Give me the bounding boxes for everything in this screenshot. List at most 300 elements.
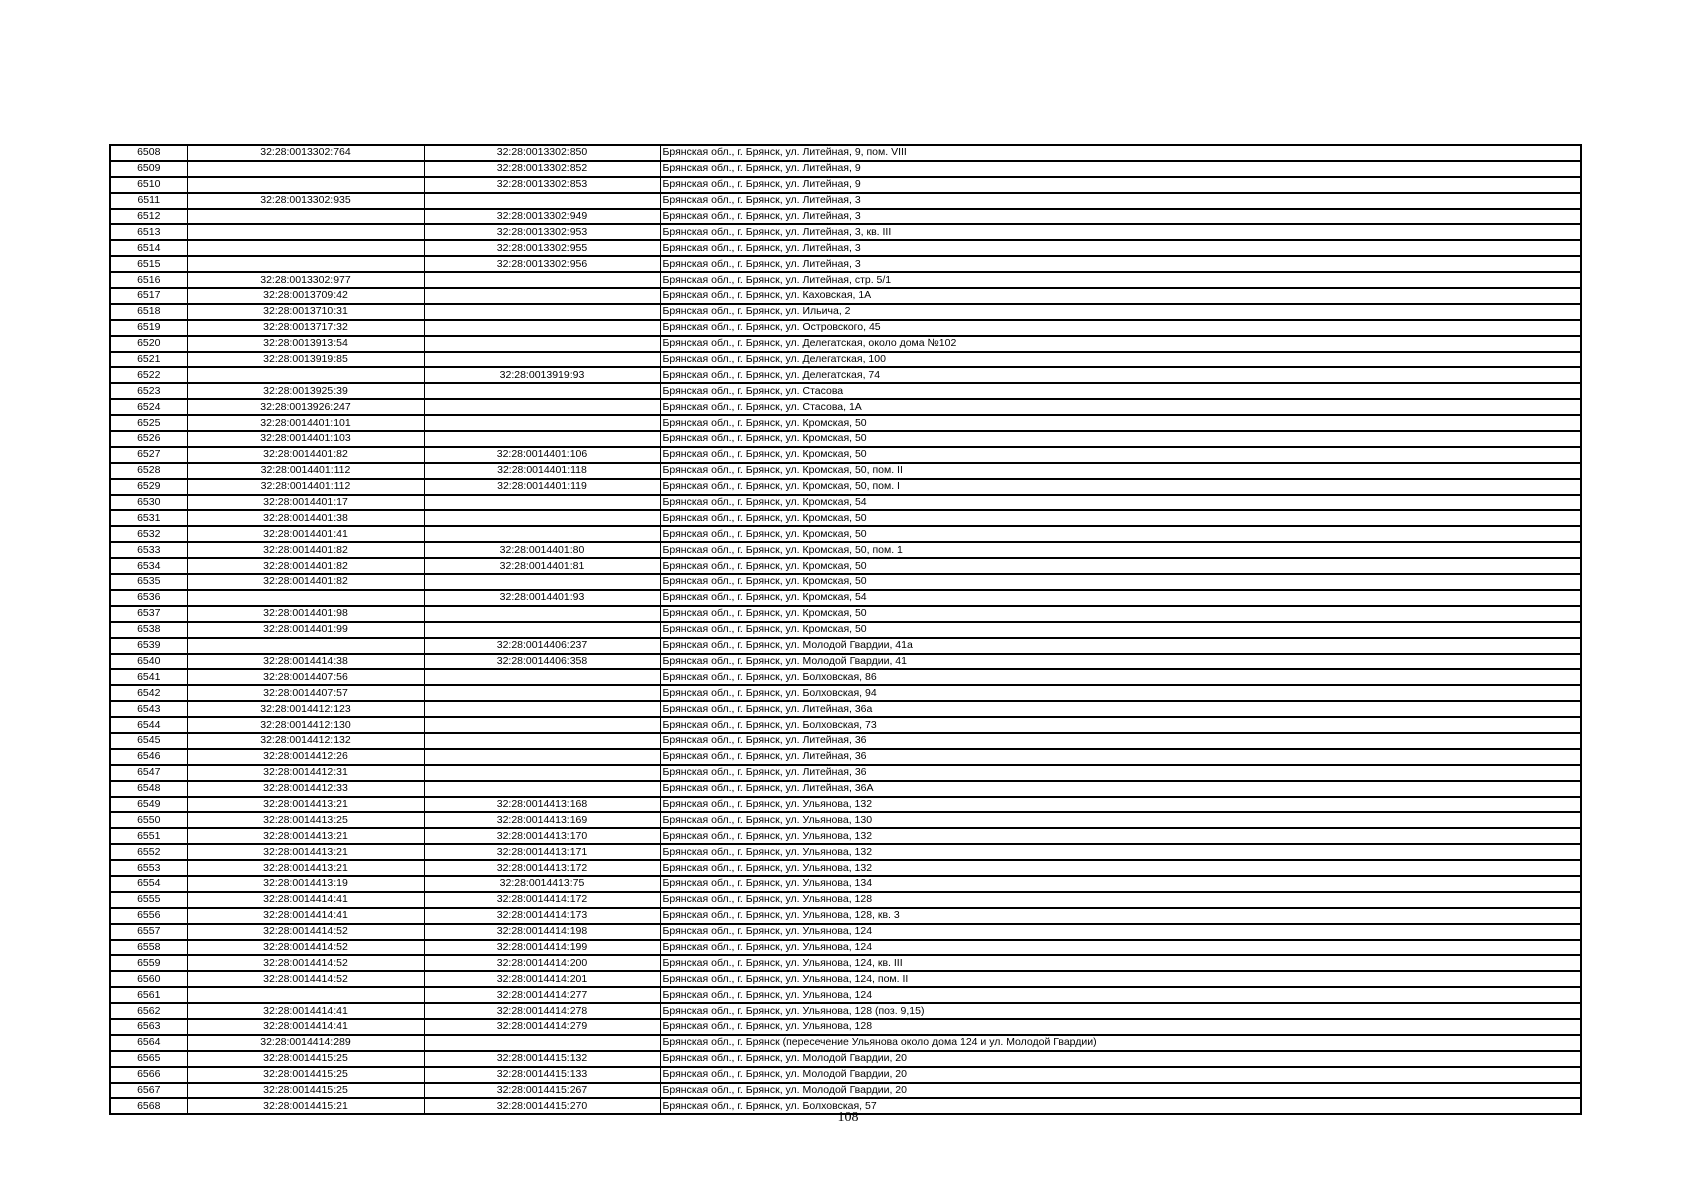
cadastral-number-cell bbox=[424, 733, 660, 749]
row-number-cell: 6553 bbox=[110, 860, 187, 876]
cadastral-number-cell: 32:28:0014414:279 bbox=[424, 1019, 660, 1035]
row-number-cell: 6544 bbox=[110, 717, 187, 733]
address-cell: Брянская обл., г. Брянск, ул. Делегатская, 74 bbox=[660, 367, 1581, 383]
cadastral-number-cell: 32:28:0014413:169 bbox=[424, 812, 660, 828]
parent-cadastral-number-cell bbox=[187, 161, 424, 177]
address-cell: Брянская обл., г. Брянск, ул. Стасова bbox=[660, 383, 1581, 399]
table-row bbox=[110, 209, 1581, 225]
parent-cadastral-number-cell: 32:28:0014415:21 bbox=[187, 1098, 424, 1114]
table-row bbox=[110, 256, 1581, 272]
table-row bbox=[110, 1067, 1581, 1083]
row-number-cell: 6537 bbox=[110, 606, 187, 622]
row-number-cell: 6568 bbox=[110, 1098, 187, 1114]
address-cell: Брянская обл., г. Брянск, ул. Кромская, 54 bbox=[660, 495, 1581, 511]
row-number-cell: 6520 bbox=[110, 336, 187, 352]
cadastral-number-cell: 32:28:0014414:200 bbox=[424, 955, 660, 971]
row-number-cell: 6508 bbox=[110, 145, 187, 161]
table-row bbox=[110, 542, 1581, 558]
parent-cadastral-number-cell: 32:28:0014401:112 bbox=[187, 479, 424, 495]
table-row bbox=[110, 240, 1581, 256]
row-number-cell: 6543 bbox=[110, 701, 187, 717]
parent-cadastral-number-cell: 32:28:0014401:41 bbox=[187, 526, 424, 542]
table-row bbox=[110, 1083, 1581, 1099]
parent-cadastral-number-cell bbox=[187, 367, 424, 383]
cadastral-number-cell: 32:28:0014401:80 bbox=[424, 542, 660, 558]
parent-cadastral-number-cell: 32:28:0014401:82 bbox=[187, 574, 424, 590]
address-cell: Брянская обл., г. Брянск, ул. Молодой Гвардии, 20 bbox=[660, 1067, 1581, 1083]
parent-cadastral-number-cell bbox=[187, 987, 424, 1003]
parent-cadastral-number-cell: 32:28:0014413:25 bbox=[187, 812, 424, 828]
parent-cadastral-number-cell: 32:28:0014407:57 bbox=[187, 685, 424, 701]
table-row bbox=[110, 971, 1581, 987]
address-cell: Брянская обл., г. Брянск, ул. Кромская, 50, пом. I bbox=[660, 479, 1581, 495]
parent-cadastral-number-cell: 32:28:0014412:31 bbox=[187, 765, 424, 781]
parent-cadastral-number-cell bbox=[187, 240, 424, 256]
address-cell: Брянская обл., г. Брянск, ул. Литейная, 3 bbox=[660, 209, 1581, 225]
address-cell: Брянская обл., г. Брянск, ул. Кромская, 50 bbox=[660, 415, 1581, 431]
address-cell: Брянская обл., г. Брянск, ул. Молодой Гвардии, 41а bbox=[660, 638, 1581, 654]
row-number-cell: 6528 bbox=[110, 463, 187, 479]
table-row bbox=[110, 510, 1581, 526]
parent-cadastral-number-cell: 32:28:0013717:32 bbox=[187, 320, 424, 336]
table-row bbox=[110, 193, 1581, 209]
table-row bbox=[110, 590, 1581, 606]
table-row bbox=[110, 399, 1581, 415]
row-number-cell: 6561 bbox=[110, 987, 187, 1003]
cadastral-number-cell: 32:28:0013919:93 bbox=[424, 367, 660, 383]
cadastral-number-cell: 32:28:0014414:278 bbox=[424, 1003, 660, 1019]
parent-cadastral-number-cell: 32:28:0014412:123 bbox=[187, 701, 424, 717]
cadastral-number-cell: 32:28:0014414:201 bbox=[424, 971, 660, 987]
table-row bbox=[110, 526, 1581, 542]
table-row bbox=[110, 892, 1581, 908]
parent-cadastral-number-cell: 32:28:0014401:101 bbox=[187, 415, 424, 431]
table-row bbox=[110, 765, 1581, 781]
table-row bbox=[110, 1019, 1581, 1035]
parent-cadastral-number-cell bbox=[187, 209, 424, 225]
row-number-cell: 6517 bbox=[110, 288, 187, 304]
row-number-cell: 6560 bbox=[110, 971, 187, 987]
cadastral-number-cell: 32:28:0014415:132 bbox=[424, 1051, 660, 1067]
parent-cadastral-number-cell: 32:28:0014414:52 bbox=[187, 924, 424, 940]
parent-cadastral-number-cell: 32:28:0014401:98 bbox=[187, 606, 424, 622]
table-row bbox=[110, 685, 1581, 701]
table-row bbox=[110, 145, 1581, 161]
row-number-cell: 6510 bbox=[110, 177, 187, 193]
cadastral-number-cell bbox=[424, 526, 660, 542]
row-number-cell: 6557 bbox=[110, 924, 187, 940]
table-row bbox=[110, 749, 1581, 765]
address-cell: Брянская обл., г. Брянск, ул. Литейная, 3 bbox=[660, 240, 1581, 256]
parent-cadastral-number-cell: 32:28:0014412:33 bbox=[187, 781, 424, 797]
cadastral-number-cell: 32:28:0014415:267 bbox=[424, 1083, 660, 1099]
row-number-cell: 6525 bbox=[110, 415, 187, 431]
parent-cadastral-number-cell bbox=[187, 224, 424, 240]
table-row bbox=[110, 828, 1581, 844]
cadastral-number-cell bbox=[424, 685, 660, 701]
parent-cadastral-number-cell: 32:28:0013925:39 bbox=[187, 383, 424, 399]
address-cell: Брянская обл., г. Брянск, ул. Ульянова, 132 bbox=[660, 844, 1581, 860]
row-number-cell: 6516 bbox=[110, 272, 187, 288]
row-number-cell: 6532 bbox=[110, 526, 187, 542]
cadastral-number-cell: 32:28:0014414:172 bbox=[424, 892, 660, 908]
row-number-cell: 6529 bbox=[110, 479, 187, 495]
address-cell: Брянская обл., г. Брянск, ул. Болховская, 94 bbox=[660, 685, 1581, 701]
address-cell: Брянская обл., г. Брянск, ул. Литейная, 3 bbox=[660, 193, 1581, 209]
table-row bbox=[110, 336, 1581, 352]
parent-cadastral-number-cell: 32:28:0014414:289 bbox=[187, 1035, 424, 1051]
row-number-cell: 6549 bbox=[110, 797, 187, 813]
address-cell: Брянская обл., г. Брянск, ул. Ульянова, 128 bbox=[660, 892, 1581, 908]
parent-cadastral-number-cell: 32:28:0014401:99 bbox=[187, 622, 424, 638]
table-row bbox=[110, 463, 1581, 479]
row-number-cell: 6559 bbox=[110, 955, 187, 971]
table-row bbox=[110, 876, 1581, 892]
parent-cadastral-number-cell: 32:28:0014401:38 bbox=[187, 510, 424, 526]
parent-cadastral-number-cell: 32:28:0014414:41 bbox=[187, 908, 424, 924]
address-cell: Брянская обл., г. Брянск, ул. Делегатская, 100 bbox=[660, 352, 1581, 368]
row-number-cell: 6518 bbox=[110, 304, 187, 320]
address-cell: Брянская обл., г. Брянск, ул. Ульянова, 132 bbox=[660, 828, 1581, 844]
address-cell: Брянская обл., г. Брянск, ул. Литейная, 9 bbox=[660, 177, 1581, 193]
address-cell: Брянская обл., г. Брянск, ул. Литейная, 36 bbox=[660, 733, 1581, 749]
cadastral-number-cell bbox=[424, 320, 660, 336]
parent-cadastral-number-cell: 32:28:0014401:82 bbox=[187, 558, 424, 574]
table-row bbox=[110, 288, 1581, 304]
table-row bbox=[110, 558, 1581, 574]
address-cell: Брянская обл., г. Брянск, ул. Стасова, 1А bbox=[660, 399, 1581, 415]
cadastral-number-cell: 32:28:0014414:277 bbox=[424, 987, 660, 1003]
address-cell: Брянская обл., г. Брянск, ул. Литейная, стр. 5/1 bbox=[660, 272, 1581, 288]
table-row bbox=[110, 272, 1581, 288]
address-cell: Брянская обл., г. Брянск, ул. Литейная, 9, пом. VIII bbox=[660, 145, 1581, 161]
cadastral-number-cell: 32:28:0014413:170 bbox=[424, 828, 660, 844]
address-cell: Брянская обл., г. Брянск, ул. Ульянова, 134 bbox=[660, 876, 1581, 892]
row-number-cell: 6564 bbox=[110, 1035, 187, 1051]
address-cell: Брянская обл., г. Брянск, ул. Болховская, 73 bbox=[660, 717, 1581, 733]
table-row bbox=[110, 638, 1581, 654]
parent-cadastral-number-cell: 32:28:0014401:82 bbox=[187, 542, 424, 558]
cadastral-number-cell bbox=[424, 669, 660, 685]
cadastral-number-cell: 32:28:0014401:106 bbox=[424, 447, 660, 463]
row-number-cell: 6556 bbox=[110, 908, 187, 924]
address-cell: Брянская обл., г. Брянск, ул. Кромская, 50 bbox=[660, 574, 1581, 590]
parent-cadastral-number-cell: 32:28:0013302:977 bbox=[187, 272, 424, 288]
parent-cadastral-number-cell: 32:28:0014414:52 bbox=[187, 940, 424, 956]
parent-cadastral-number-cell: 32:28:0014415:25 bbox=[187, 1083, 424, 1099]
table-row bbox=[110, 447, 1581, 463]
row-number-cell: 6527 bbox=[110, 447, 187, 463]
table-row bbox=[110, 383, 1581, 399]
row-number-cell: 6513 bbox=[110, 224, 187, 240]
row-number-cell: 6533 bbox=[110, 542, 187, 558]
parent-cadastral-number-cell bbox=[187, 590, 424, 606]
address-cell: Брянская обл., г. Брянск, ул. Болховская, 86 bbox=[660, 669, 1581, 685]
parent-cadastral-number-cell: 32:28:0014414:41 bbox=[187, 892, 424, 908]
parent-cadastral-number-cell bbox=[187, 177, 424, 193]
address-cell: Брянская обл., г. Брянск, ул. Ульянова, 132 bbox=[660, 860, 1581, 876]
row-number-cell: 6555 bbox=[110, 892, 187, 908]
cadastral-number-cell bbox=[424, 431, 660, 447]
cadastral-register-table bbox=[109, 144, 1582, 1115]
cadastral-number-cell bbox=[424, 781, 660, 797]
address-cell: Брянская обл., г. Брянск, ул. Кромская, 50, пом. II bbox=[660, 463, 1581, 479]
row-number-cell: 6541 bbox=[110, 669, 187, 685]
table-row bbox=[110, 844, 1581, 860]
address-cell: Брянская обл., г. Брянск, ул. Ульянова, 124 bbox=[660, 924, 1581, 940]
table-row bbox=[110, 177, 1581, 193]
cadastral-number-cell: 32:28:0013302:956 bbox=[424, 256, 660, 272]
parent-cadastral-number-cell: 32:28:0014414:52 bbox=[187, 971, 424, 987]
address-cell: Брянская обл., г. Брянск, ул. Ильича, 2 bbox=[660, 304, 1581, 320]
table-row bbox=[110, 987, 1581, 1003]
row-number-cell: 6524 bbox=[110, 399, 187, 415]
cadastral-number-cell bbox=[424, 415, 660, 431]
address-cell: Брянская обл., г. Брянск, ул. Литейная, 36 bbox=[660, 765, 1581, 781]
parent-cadastral-number-cell: 32:28:0014401:17 bbox=[187, 495, 424, 511]
cadastral-number-cell: 32:28:0014401:81 bbox=[424, 558, 660, 574]
table-row bbox=[110, 224, 1581, 240]
address-cell: Брянская обл., г. Брянск, ул. Кромская, 50 bbox=[660, 526, 1581, 542]
row-number-cell: 6547 bbox=[110, 765, 187, 781]
table-row bbox=[110, 161, 1581, 177]
parent-cadastral-number-cell: 32:28:0013302:764 bbox=[187, 145, 424, 161]
table-row bbox=[110, 955, 1581, 971]
row-number-cell: 6552 bbox=[110, 844, 187, 860]
row-number-cell: 6565 bbox=[110, 1051, 187, 1067]
table-row bbox=[110, 781, 1581, 797]
address-cell: Брянская обл., г. Брянск, ул. Болховская, 57 bbox=[660, 1098, 1581, 1114]
parent-cadastral-number-cell: 32:28:0014401:112 bbox=[187, 463, 424, 479]
table-row bbox=[110, 606, 1581, 622]
address-cell: Брянская обл., г. Брянск, ул. Литейная, 3, кв. III bbox=[660, 224, 1581, 240]
parent-cadastral-number-cell: 32:28:0014412:132 bbox=[187, 733, 424, 749]
address-cell: Брянская обл., г. Брянск, ул. Литейная, 9 bbox=[660, 161, 1581, 177]
table-row bbox=[110, 1051, 1581, 1067]
parent-cadastral-number-cell: 32:28:0013710:31 bbox=[187, 304, 424, 320]
table-row bbox=[110, 860, 1581, 876]
address-cell: Брянская обл., г. Брянск, ул. Делегатская, около дома №102 bbox=[660, 336, 1581, 352]
address-cell: Брянская обл., г. Брянск, ул. Кромская, 50 bbox=[660, 447, 1581, 463]
row-number-cell: 6523 bbox=[110, 383, 187, 399]
parent-cadastral-number-cell: 32:28:0014414:38 bbox=[187, 654, 424, 670]
row-number-cell: 6545 bbox=[110, 733, 187, 749]
parent-cadastral-number-cell bbox=[187, 638, 424, 654]
table-row bbox=[110, 733, 1581, 749]
parent-cadastral-number-cell: 32:28:0014401:103 bbox=[187, 431, 424, 447]
parent-cadastral-number-cell: 32:28:0014413:21 bbox=[187, 828, 424, 844]
cadastral-number-cell: 32:28:0014401:118 bbox=[424, 463, 660, 479]
table-row bbox=[110, 320, 1581, 336]
parent-cadastral-number-cell: 32:28:0014414:41 bbox=[187, 1003, 424, 1019]
cadastral-number-cell bbox=[424, 352, 660, 368]
table-row bbox=[110, 717, 1581, 733]
cadastral-number-cell bbox=[424, 336, 660, 352]
table-row bbox=[110, 924, 1581, 940]
cadastral-number-cell: 32:28:0014414:198 bbox=[424, 924, 660, 940]
cadastral-number-cell bbox=[424, 193, 660, 209]
cadastral-number-cell: 32:28:0013302:852 bbox=[424, 161, 660, 177]
address-cell: Брянская обл., г. Брянск, ул. Литейная, 36А bbox=[660, 781, 1581, 797]
address-cell: Брянская обл., г. Брянск (пересечение Ульянова около дома 124 и ул. Молодой Гвардии) bbox=[660, 1035, 1581, 1051]
cadastral-number-cell bbox=[424, 701, 660, 717]
row-number-cell: 6539 bbox=[110, 638, 187, 654]
address-cell: Брянская обл., г. Брянск, ул. Кромская, 54 bbox=[660, 590, 1581, 606]
address-cell: Брянская обл., г. Брянск, ул. Кромская, 50 bbox=[660, 622, 1581, 638]
address-cell: Брянская обл., г. Брянск, ул. Ульянова, 132 bbox=[660, 797, 1581, 813]
table-row bbox=[110, 574, 1581, 590]
address-cell: Брянская обл., г. Брянск, ул. Ульянова, 130 bbox=[660, 812, 1581, 828]
cadastral-number-cell: 32:28:0014413:171 bbox=[424, 844, 660, 860]
row-number-cell: 6558 bbox=[110, 940, 187, 956]
row-number-cell: 6546 bbox=[110, 749, 187, 765]
cadastral-number-cell: 32:28:0014415:270 bbox=[424, 1098, 660, 1114]
address-cell: Брянская обл., г. Брянск, ул. Ульянова, 124, пом. II bbox=[660, 971, 1581, 987]
cadastral-number-cell: 32:28:0013302:955 bbox=[424, 240, 660, 256]
address-cell: Брянская обл., г. Брянск, ул. Кромская, 50 bbox=[660, 606, 1581, 622]
table-row bbox=[110, 797, 1581, 813]
table-row bbox=[110, 1035, 1581, 1051]
address-cell: Брянская обл., г. Брянск, ул. Литейная, 36а bbox=[660, 701, 1581, 717]
cadastral-number-cell bbox=[424, 399, 660, 415]
row-number-cell: 6554 bbox=[110, 876, 187, 892]
cadastral-number-cell: 32:28:0013302:850 bbox=[424, 145, 660, 161]
row-number-cell: 6538 bbox=[110, 622, 187, 638]
table-row bbox=[110, 367, 1581, 383]
cadastral-number-cell: 32:28:0013302:853 bbox=[424, 177, 660, 193]
address-cell: Брянская обл., г. Брянск, ул. Кромская, 50 bbox=[660, 431, 1581, 447]
cadastral-number-cell: 32:28:0014406:358 bbox=[424, 654, 660, 670]
parent-cadastral-number-cell: 32:28:0014413:21 bbox=[187, 860, 424, 876]
row-number-cell: 6514 bbox=[110, 240, 187, 256]
table-row bbox=[110, 1003, 1581, 1019]
row-number-cell: 6567 bbox=[110, 1083, 187, 1099]
address-cell: Брянская обл., г. Брянск, ул. Ульянова, 124 bbox=[660, 940, 1581, 956]
cadastral-number-cell bbox=[424, 510, 660, 526]
address-cell: Брянская обл., г. Брянск, ул. Ульянова, 128 (поз. 9,15) bbox=[660, 1003, 1581, 1019]
cadastral-number-cell bbox=[424, 495, 660, 511]
table-row bbox=[110, 622, 1581, 638]
row-number-cell: 6515 bbox=[110, 256, 187, 272]
row-number-cell: 6509 bbox=[110, 161, 187, 177]
table-row bbox=[110, 431, 1581, 447]
row-number-cell: 6534 bbox=[110, 558, 187, 574]
parent-cadastral-number-cell: 32:28:0014415:25 bbox=[187, 1067, 424, 1083]
cadastral-number-cell: 32:28:0014415:133 bbox=[424, 1067, 660, 1083]
cadastral-number-cell: 32:28:0013302:953 bbox=[424, 224, 660, 240]
row-number-cell: 6536 bbox=[110, 590, 187, 606]
row-number-cell: 6563 bbox=[110, 1019, 187, 1035]
row-number-cell: 6535 bbox=[110, 574, 187, 590]
address-cell: Брянская обл., г. Брянск, ул. Литейная, 36 bbox=[660, 749, 1581, 765]
cadastral-number-cell: 32:28:0014406:237 bbox=[424, 638, 660, 654]
cadastral-number-cell bbox=[424, 622, 660, 638]
cadastral-number-cell bbox=[424, 749, 660, 765]
address-cell: Брянская обл., г. Брянск, ул. Ульянова, 124, кв. III bbox=[660, 955, 1581, 971]
cadastral-number-cell bbox=[424, 765, 660, 781]
row-number-cell: 6562 bbox=[110, 1003, 187, 1019]
table-body bbox=[110, 145, 1581, 1114]
row-number-cell: 6531 bbox=[110, 510, 187, 526]
table-row bbox=[110, 415, 1581, 431]
table-row bbox=[110, 908, 1581, 924]
page-number: 108 bbox=[837, 1110, 859, 1125]
table-row bbox=[110, 669, 1581, 685]
table-row bbox=[110, 352, 1581, 368]
parent-cadastral-number-cell: 32:28:0014407:56 bbox=[187, 669, 424, 685]
cadastral-number-cell: 32:28:0014413:172 bbox=[424, 860, 660, 876]
table-row bbox=[110, 654, 1581, 670]
cadastral-number-cell bbox=[424, 574, 660, 590]
parent-cadastral-number-cell: 32:28:0014415:25 bbox=[187, 1051, 424, 1067]
row-number-cell: 6540 bbox=[110, 654, 187, 670]
parent-cadastral-number-cell: 32:28:0014414:41 bbox=[187, 1019, 424, 1035]
parent-cadastral-number-cell: 32:28:0014401:82 bbox=[187, 447, 424, 463]
cadastral-number-cell bbox=[424, 288, 660, 304]
table-row bbox=[110, 495, 1581, 511]
cadastral-number-cell: 32:28:0013302:949 bbox=[424, 209, 660, 225]
row-number-cell: 6526 bbox=[110, 431, 187, 447]
address-cell: Брянская обл., г. Брянск, ул. Ульянова, 128, кв. 3 bbox=[660, 908, 1581, 924]
row-number-cell: 6551 bbox=[110, 828, 187, 844]
parent-cadastral-number-cell: 32:28:0013302:935 bbox=[187, 193, 424, 209]
cadastral-number-cell: 32:28:0014401:93 bbox=[424, 590, 660, 606]
address-cell: Брянская обл., г. Брянск, ул. Островского, 45 bbox=[660, 320, 1581, 336]
cadastral-number-cell: 32:28:0014401:119 bbox=[424, 479, 660, 495]
cadastral-number-cell bbox=[424, 304, 660, 320]
parent-cadastral-number-cell bbox=[187, 256, 424, 272]
address-cell: Брянская обл., г. Брянск, ул. Кромская, 50, пом. 1 bbox=[660, 542, 1581, 558]
parent-cadastral-number-cell: 32:28:0014412:130 bbox=[187, 717, 424, 733]
address-cell: Брянская обл., г. Брянск, ул. Молодой Гвардии, 20 bbox=[660, 1051, 1581, 1067]
address-cell: Брянская обл., г. Брянск, ул. Молодой Гвардии, 41 bbox=[660, 654, 1581, 670]
parent-cadastral-number-cell: 32:28:0013913:54 bbox=[187, 336, 424, 352]
parent-cadastral-number-cell: 32:28:0013926:247 bbox=[187, 399, 424, 415]
address-cell: Брянская обл., г. Брянск, ул. Ульянова, 128 bbox=[660, 1019, 1581, 1035]
parent-cadastral-number-cell: 32:28:0014412:26 bbox=[187, 749, 424, 765]
row-number-cell: 6530 bbox=[110, 495, 187, 511]
address-cell: Брянская обл., г. Брянск, ул. Кромская, 50 bbox=[660, 558, 1581, 574]
row-number-cell: 6519 bbox=[110, 320, 187, 336]
cadastral-number-cell bbox=[424, 383, 660, 399]
cadastral-number-cell: 32:28:0014414:199 bbox=[424, 940, 660, 956]
table-row bbox=[110, 940, 1581, 956]
cadastral-number-cell: 32:28:0014413:168 bbox=[424, 797, 660, 813]
row-number-cell: 6511 bbox=[110, 193, 187, 209]
cadastral-number-cell bbox=[424, 606, 660, 622]
address-cell: Брянская обл., г. Брянск, ул. Ульянова, 124 bbox=[660, 987, 1581, 1003]
address-cell: Брянская обл., г. Брянск, ул. Кромская, 50 bbox=[660, 510, 1581, 526]
parent-cadastral-number-cell: 32:28:0013919:85 bbox=[187, 352, 424, 368]
table-row bbox=[110, 701, 1581, 717]
row-number-cell: 6521 bbox=[110, 352, 187, 368]
row-number-cell: 6566 bbox=[110, 1067, 187, 1083]
parent-cadastral-number-cell: 32:28:0014414:52 bbox=[187, 955, 424, 971]
cadastral-number-cell: 32:28:0014414:173 bbox=[424, 908, 660, 924]
table-row bbox=[110, 304, 1581, 320]
parent-cadastral-number-cell: 32:28:0014413:19 bbox=[187, 876, 424, 892]
parent-cadastral-number-cell: 32:28:0014413:21 bbox=[187, 844, 424, 860]
table-row bbox=[110, 812, 1581, 828]
address-cell: Брянская обл., г. Брянск, ул. Молодой Гвардии, 20 bbox=[660, 1083, 1581, 1099]
parent-cadastral-number-cell: 32:28:0013709:42 bbox=[187, 288, 424, 304]
address-cell: Брянская обл., г. Брянск, ул. Каховская, 1А bbox=[660, 288, 1581, 304]
row-number-cell: 6512 bbox=[110, 209, 187, 225]
cadastral-number-cell: 32:28:0014413:75 bbox=[424, 876, 660, 892]
table-row bbox=[110, 479, 1581, 495]
address-cell: Брянская обл., г. Брянск, ул. Литейная, 3 bbox=[660, 256, 1581, 272]
cadastral-number-cell bbox=[424, 717, 660, 733]
